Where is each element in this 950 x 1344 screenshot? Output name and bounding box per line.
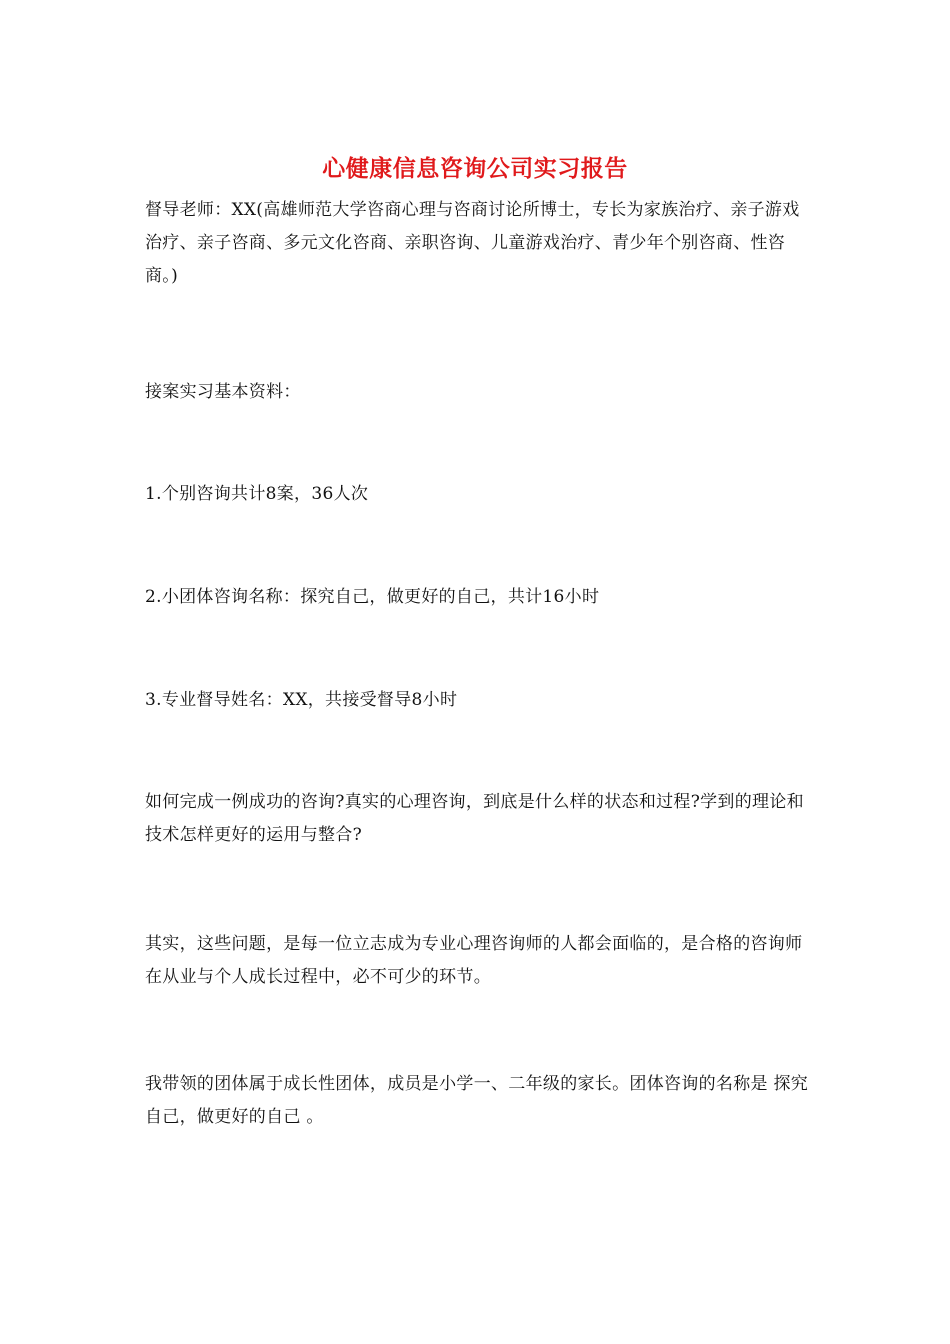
supervisor-paragraph: 督导老师：XX(高雄师范大学咨商心理与咨商讨论所博士，专长为家族治疗、亲子游戏治疗、亲子咨商、多元文化咨商、亲职咨询、儿童游戏治疗、青少年个别咨商、性咨商。) xyxy=(145,200,800,286)
list-item-supervision: 3.专业督导姓名：XX，共接受督导8小时 xyxy=(145,690,458,710)
list-item-group-counseling: 2.小团体咨询名称：探究自己，做更好的自己，共计16小时 xyxy=(145,587,600,607)
basic-info-heading: 接案实习基本资料： xyxy=(145,382,301,402)
answer-paragraph: 其实，这些问题，是每一位立志成为专业心理咨询师的人都会面临的，是合格的咨询师在从业与个人成长过程中，必不可少的环节。 xyxy=(145,934,803,987)
question-paragraph: 如何完成一例成功的咨询?真实的心理咨询，到底是什么样的状态和过程?学到的理论和技术怎样更好的运用与整合? xyxy=(145,792,804,845)
list-item-individual-counseling: 1.个别咨询共计8案，36人次 xyxy=(145,484,369,504)
document-title: 心健康信息咨询公司实习报告 xyxy=(322,155,628,182)
group-description-paragraph: 我带领的团体属于成长性团体，成员是小学一、二年级的家长。团体咨询的名称是 探究自己，做更好的自己 。 xyxy=(145,1074,809,1127)
